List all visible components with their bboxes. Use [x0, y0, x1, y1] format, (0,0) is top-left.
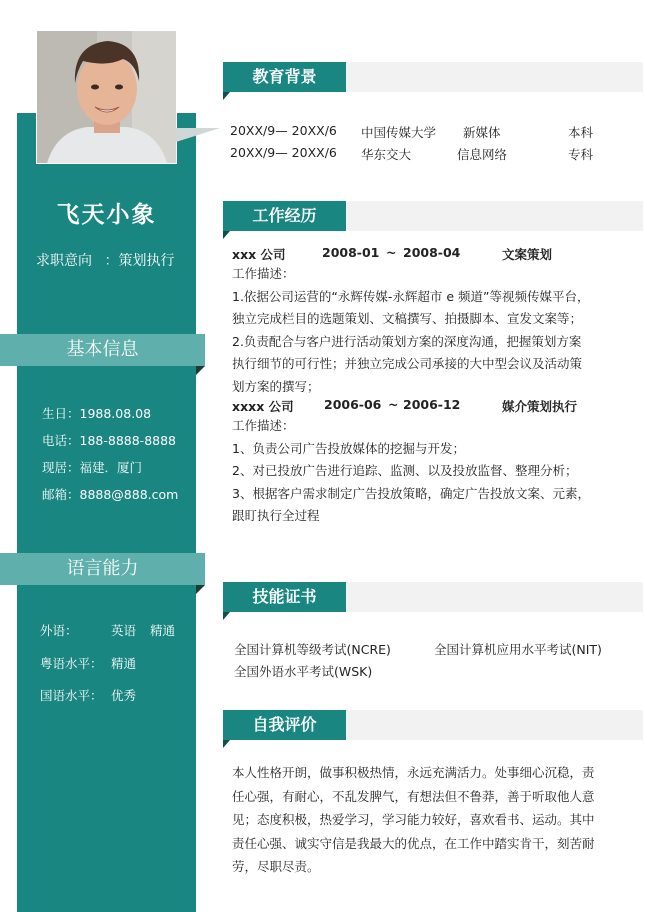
skills-header [223, 582, 643, 612]
self-eval-line: 责任心强、诚实守信是我最大的优点，在工作中踏实肯干，刻苦耐 [232, 835, 595, 851]
self-eval-header-tick [223, 740, 230, 748]
job-2-role: 媒介策划执行 [502, 399, 578, 414]
skills-title: 技能证书 [223, 582, 346, 612]
job-1-desc-line: 执行细节的可行性；并独立完成公司承接的大中型会议及活动策 [232, 356, 583, 371]
edu-2-major: 信息网络 [457, 147, 508, 162]
job-2-start: 2006-06 [324, 397, 382, 412]
edu-1-major: 新媒体 [463, 125, 501, 140]
edu-2-period: 20XX/9— 20XX/6 [230, 145, 337, 160]
job-2-desc-line: 1、负责公司广告投放媒体的挖掘与开发； [232, 440, 465, 456]
job-2-description [232, 415, 607, 528]
self-eval-line: 劳，尽职尽责。 [232, 859, 320, 874]
job-1-sep: ~ [386, 245, 397, 260]
mandarin-value: 优秀 [111, 688, 137, 703]
sidebar-panel [17, 113, 196, 912]
birthday: 生日：1988.08.08 [42, 406, 152, 421]
job-1-end: 2008-04 [403, 245, 461, 260]
basic-info-fold [196, 366, 205, 375]
language-header [0, 553, 205, 585]
job-1-company: xxx 公司 [232, 247, 286, 262]
edu-2-degree: 专科 [568, 147, 594, 162]
job-1-desc-line: 1.依据公司运营的“永辉传媒-永辉超市 e 频道”等视频传媒平台， [232, 288, 590, 304]
foreign-language-level: 精通 [150, 623, 176, 638]
work-title: 工作经历 [223, 201, 346, 231]
skills-header-tick [223, 612, 230, 620]
edu-1-school: 中国传媒大学 [361, 125, 437, 140]
basic-info-title: 基本信息 [66, 339, 139, 360]
job-2-company: xxxx 公司 [232, 399, 294, 414]
self-eval-line: 本人性格开朗，做事积极热情，永远充满活力。处事细心沉稳，责 [232, 765, 595, 780]
education-header-tick [223, 92, 230, 100]
work-header-tick [223, 231, 230, 239]
job-1-start: 2008-01 [322, 245, 380, 260]
job-1-desc-label: 工作描述： [232, 266, 295, 281]
email: 邮箱：8888@888.com [42, 487, 179, 502]
edu-2-school: 华东交大 [361, 147, 412, 162]
basic-info-header [0, 334, 205, 366]
self-eval-header [223, 710, 643, 740]
foreign-language-label: 外语： [40, 623, 78, 638]
work-header [223, 201, 643, 231]
job-intent-value: ：策划执行 [104, 253, 175, 269]
self-eval-title: 自我评价 [223, 710, 346, 740]
self-eval-line: 任心强，有耐心，不乱发脾气，有想法但不鲁莽，善于听取他人意 [232, 788, 595, 804]
job-1-desc-line: 2.负责配合与客户进行活动策划方案的深度沟通，把握策划方案 [232, 333, 582, 349]
job-1-desc-line: 划方案的撰写； [232, 378, 320, 394]
job-2-sep: ~ [388, 397, 399, 412]
mandarin-label: 国语水平： [40, 688, 103, 703]
language-title: 语言能力 [66, 558, 139, 579]
job-1-role: 文案策划 [502, 247, 553, 262]
cantonese-value: 精通 [111, 656, 137, 671]
self-eval-text [232, 761, 607, 879]
job-2-desc-line: 2、对已投放广告进行追踪、监测、以及投放监督、整理分析； [232, 463, 578, 478]
avatar [37, 31, 176, 163]
job-intent [36, 250, 174, 270]
edu-1-period: 20XX/9— 20XX/6 [230, 123, 337, 138]
job-2-end: 2006-12 [403, 397, 461, 412]
job-2-desc-line: 跟盯执行全过程 [232, 508, 320, 523]
job-1-description [232, 263, 607, 398]
education-title: 教育背景 [223, 62, 346, 92]
education-header [223, 62, 643, 92]
photo-fold-shadow [176, 128, 220, 142]
job-1-desc-line: 独立完成栏目的选题策划、文稿撰写、拍摄脚本、宣发文案等； [232, 311, 583, 326]
job-2-desc-label: 工作描述： [232, 418, 295, 433]
phone: 电话：188-8888-8888 [42, 433, 177, 448]
skill-nit: 全国计算机应用水平考试(NIT) [434, 642, 602, 657]
language-fold [196, 585, 205, 594]
edu-1-degree: 本科 [568, 125, 594, 140]
residence: 现居：福建．厦门 [42, 460, 143, 475]
self-eval-line: 见；态度积极，热爱学习，学习能力较好，喜欢看书、运动。其中 [232, 812, 595, 827]
job-intent-label: 求职意向 [36, 253, 92, 269]
job-2-desc-line: 3、根据客户需求制定广告投放策略，确定广告投放文案、元素， [232, 485, 590, 501]
skill-ncre: 全国计算机等级考试(NCRE) [234, 642, 391, 657]
candidate-name: 飞天小象 [56, 202, 157, 228]
skill-wsk: 全国外语水平考试(WSK) [234, 664, 373, 679]
foreign-language-value: 英语 [111, 623, 137, 638]
cantonese-label: 粤语水平： [40, 656, 103, 671]
